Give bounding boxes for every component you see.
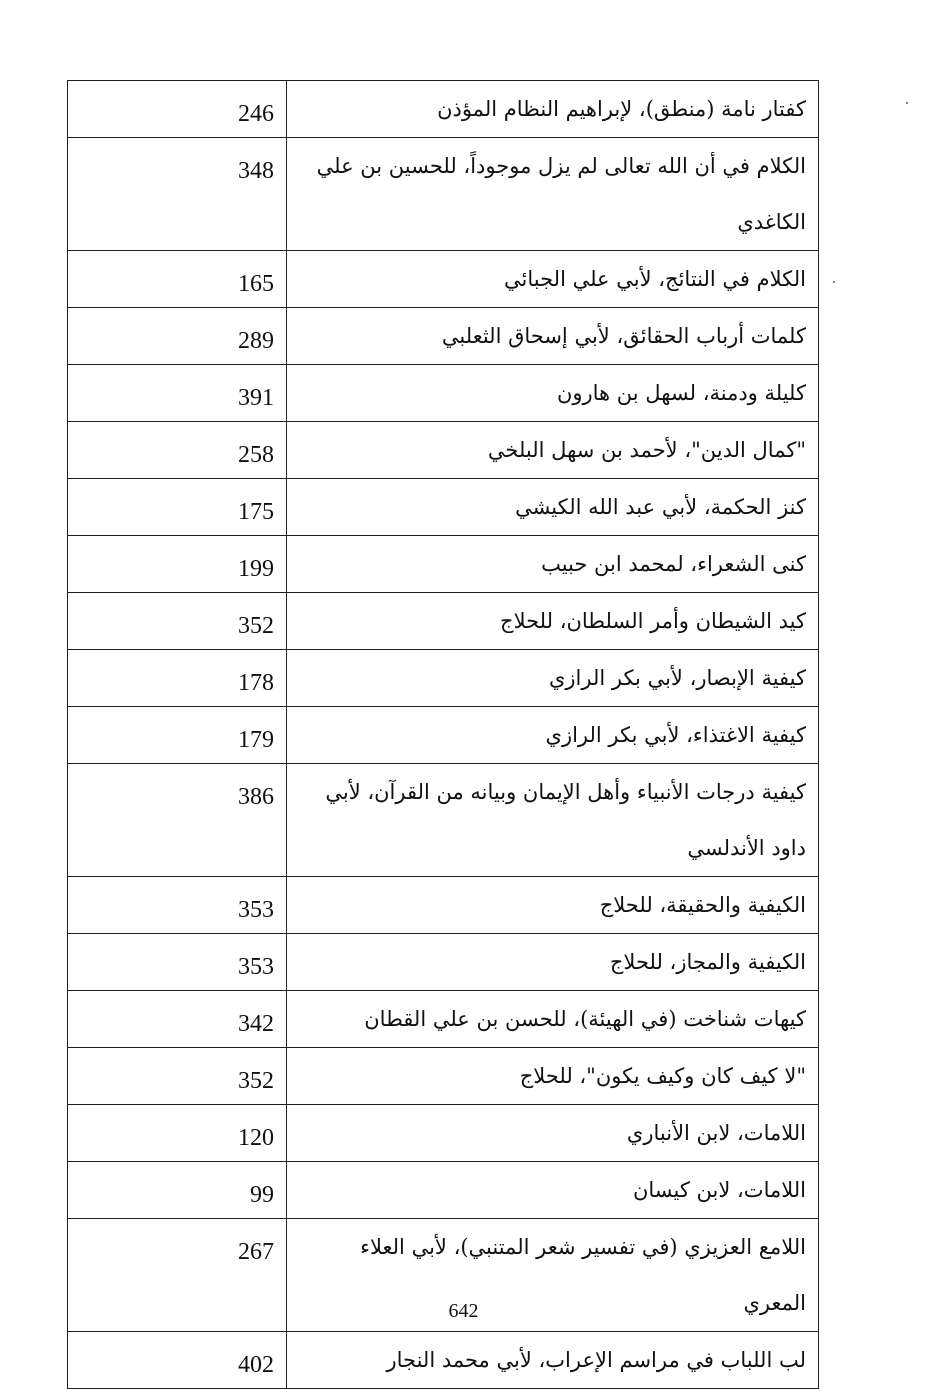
book-title: الكلام في أن الله تعالى لم يزل موجوداً، للحسين بن علي الكاغدي [287, 138, 819, 251]
book-title: الكيفية والمجاز، للحلاج [287, 934, 819, 991]
index-row [68, 934, 819, 991]
page-reference: 342 [238, 1011, 274, 1037]
index-row [68, 1105, 819, 1162]
scan-speck [833, 281, 835, 283]
index-row [68, 479, 819, 536]
page-reference-cell [68, 1048, 287, 1105]
index-row [68, 138, 819, 251]
index-row [68, 707, 819, 764]
index-row [68, 1162, 819, 1219]
page-reference: 258 [238, 442, 274, 468]
book-title: كيد الشيطان وأمر السلطان، للحلاج [287, 593, 819, 650]
book-title: كنى الشعراء، لمحمد ابن حبيب [287, 536, 819, 593]
index-row [68, 877, 819, 934]
page-reference-cell [68, 1332, 287, 1389]
book-title: لب اللباب في مراسم الإعراب، لأبي محمد النجار [287, 1332, 819, 1389]
page-reference-cell [68, 536, 287, 593]
page-reference-cell [68, 1162, 287, 1219]
page-reference: 175 [238, 499, 274, 525]
page-reference-cell [68, 650, 287, 707]
page-reference-cell [68, 707, 287, 764]
book-title: كيهات شناخت (في الهيئة)، للحسن بن علي القطان [287, 991, 819, 1048]
page-reference: 267 [238, 1239, 274, 1265]
page-reference-cell [68, 365, 287, 422]
book-title: كيفية الإبصار، لأبي بكر الرازي [287, 650, 819, 707]
page-reference-cell [68, 308, 287, 365]
index-row [68, 650, 819, 707]
index-row [68, 536, 819, 593]
page-reference-cell [68, 764, 287, 877]
page-reference-cell [68, 138, 287, 251]
book-title: "لا كيف كان وكيف يكون"، للحلاج [287, 1048, 819, 1105]
book-title: اللامات، لابن الأنباري [287, 1105, 819, 1162]
index-row [68, 251, 819, 308]
book-title: "كمال الدين"، لأحمد بن سهل البلخي [287, 422, 819, 479]
page-reference: 386 [238, 784, 274, 810]
scan-speck [906, 102, 908, 104]
page-number: 642 [448, 1300, 479, 1322]
page-reference: 353 [238, 897, 274, 923]
page-reference: 99 [250, 1182, 274, 1208]
page-reference-cell [68, 479, 287, 536]
page-reference-cell [68, 81, 287, 138]
page-reference: 165 [238, 271, 274, 297]
page-reference: 289 [238, 328, 274, 354]
index-row [68, 593, 819, 650]
page-reference: 120 [238, 1125, 274, 1151]
page-reference-cell [68, 251, 287, 308]
book-title: الكلام في النتائج، لأبي علي الجبائي [287, 251, 819, 308]
page-reference-cell [68, 991, 287, 1048]
page-reference: 391 [238, 385, 274, 411]
page-reference: 348 [238, 158, 274, 184]
book-title: اللامات، لابن كيسان [287, 1162, 819, 1219]
page-reference-cell [68, 1105, 287, 1162]
page-reference: 246 [238, 101, 274, 127]
book-title: كيفية الاغتذاء، لأبي بكر الرازي [287, 707, 819, 764]
index-row [68, 365, 819, 422]
index-table-body [68, 81, 819, 1389]
page-reference: 352 [238, 1068, 274, 1094]
page-reference: 179 [238, 727, 274, 753]
index-row [68, 764, 819, 877]
book-title: كفتار نامة (منطق)، لإبراهيم النظام المؤذن [287, 81, 819, 138]
page-reference: 178 [238, 670, 274, 696]
book-title: الكيفية والحقيقة، للحلاج [287, 877, 819, 934]
page-reference-cell [68, 422, 287, 479]
page-reference: 199 [238, 556, 274, 582]
page-reference: 402 [238, 1352, 274, 1378]
index-row [68, 308, 819, 365]
book-title: كنز الحكمة، لأبي عبد الله الكيشي [287, 479, 819, 536]
page-reference: 352 [238, 613, 274, 639]
page-reference-cell [68, 877, 287, 934]
page-reference-cell [68, 593, 287, 650]
book-title: كيفية درجات الأنبياء وأهل الإيمان وبيانه من القرآن، لأبي داود الأندلسي [287, 764, 819, 877]
index-row [68, 81, 819, 138]
book-title: كلمات أرباب الحقائق، لأبي إسحاق الثعلبي [287, 308, 819, 365]
book-title: اللامع العزيزي (في تفسير شعر المتنبي)، لأبي العلاء المعري [287, 1219, 819, 1332]
page-reference: 353 [238, 954, 274, 980]
index-row [68, 422, 819, 479]
index-table [67, 80, 819, 1389]
index-row [68, 1048, 819, 1105]
index-row [68, 1332, 819, 1389]
page-reference-cell [68, 934, 287, 991]
index-row [68, 991, 819, 1048]
book-title: كليلة ودمنة، لسهل بن هارون [287, 365, 819, 422]
